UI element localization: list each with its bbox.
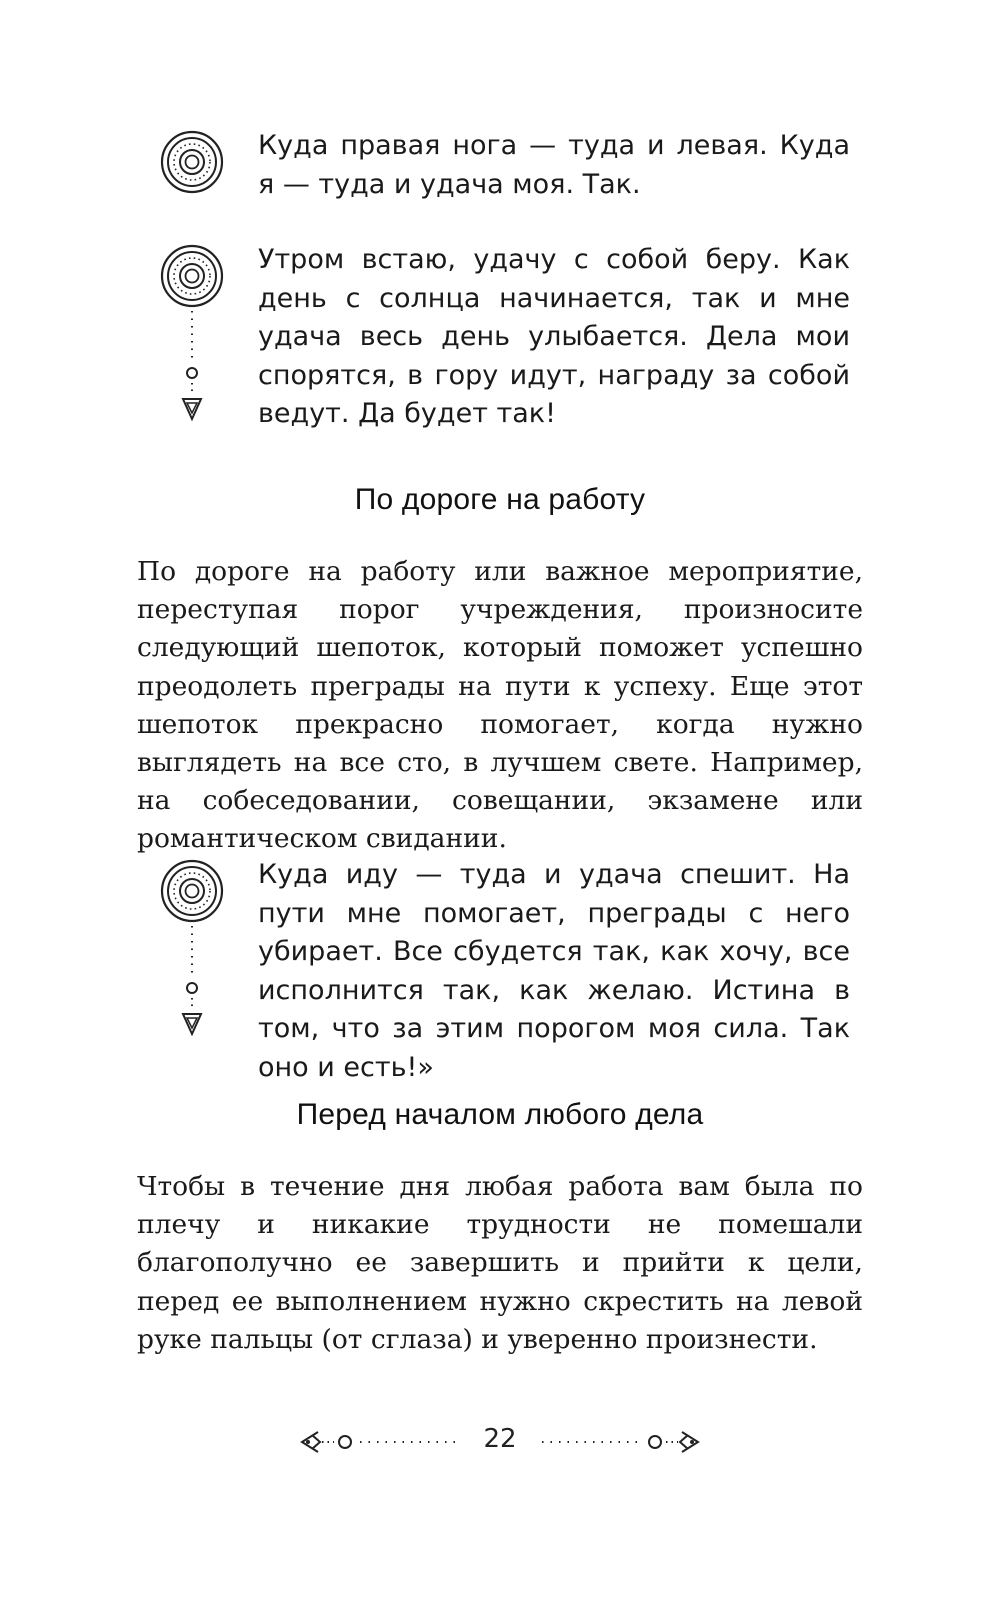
page-number: 22 [483, 1424, 517, 1454]
spell-text: Утром встаю, удачу с собой беру. Как день с солнца начинается, так и мне удача весь день улыбается. Дела мои спорятся, в гору идут, награду за собой ведут. Да будет так! [258, 244, 850, 429]
spell-block [160, 127, 850, 217]
spell-text: Куда иду — туда и удача спешит. На пути мне помогает, преграды с него убирает. Все сбудется так, как хочу, все исполнится так, как желаю. Истина в том, что за этим порогом моя сила. Так оно и есть!» [258, 859, 850, 1083]
spell-text: Куда правая нога — туда и левая. Куда я — туда и удача моя. Так. [258, 130, 850, 200]
section-paragraph: По дороге на работу или важное мероприятие, переступая порог учреждения, произносите следующий шепоток, который поможет успешно преодолеть преграды на пути к успеху. Еще этот шепоток прекрасно помогает, когда нужно выглядеть на все сто, в лучшем свете. Например, на собеседовании, совещании, экзамене или романтическом свидании. [137, 556, 863, 855]
arrow-right-ornament-icon [535, 1420, 710, 1464]
mandala-pendant-icon [160, 856, 230, 1046]
section-paragraph: Чтобы в течение дня любая работа вам была по плечу и никакие трудности не помешали благополучно ее завершить и прийти к цели, перед ее выполнением нужно скрестить на левой руке пальцы (от сглаза) и уверенно произнести. [137, 1171, 863, 1355]
spell-block [160, 856, 850, 1083]
mandala-circle-icon [160, 127, 230, 197]
page-footer [290, 1420, 710, 1464]
mandala-pendant-icon [160, 241, 230, 431]
spell-block [160, 241, 850, 441]
section-heading: Перед началом любого дела [296, 1098, 704, 1131]
section-heading: По дороге на работу [354, 483, 646, 516]
